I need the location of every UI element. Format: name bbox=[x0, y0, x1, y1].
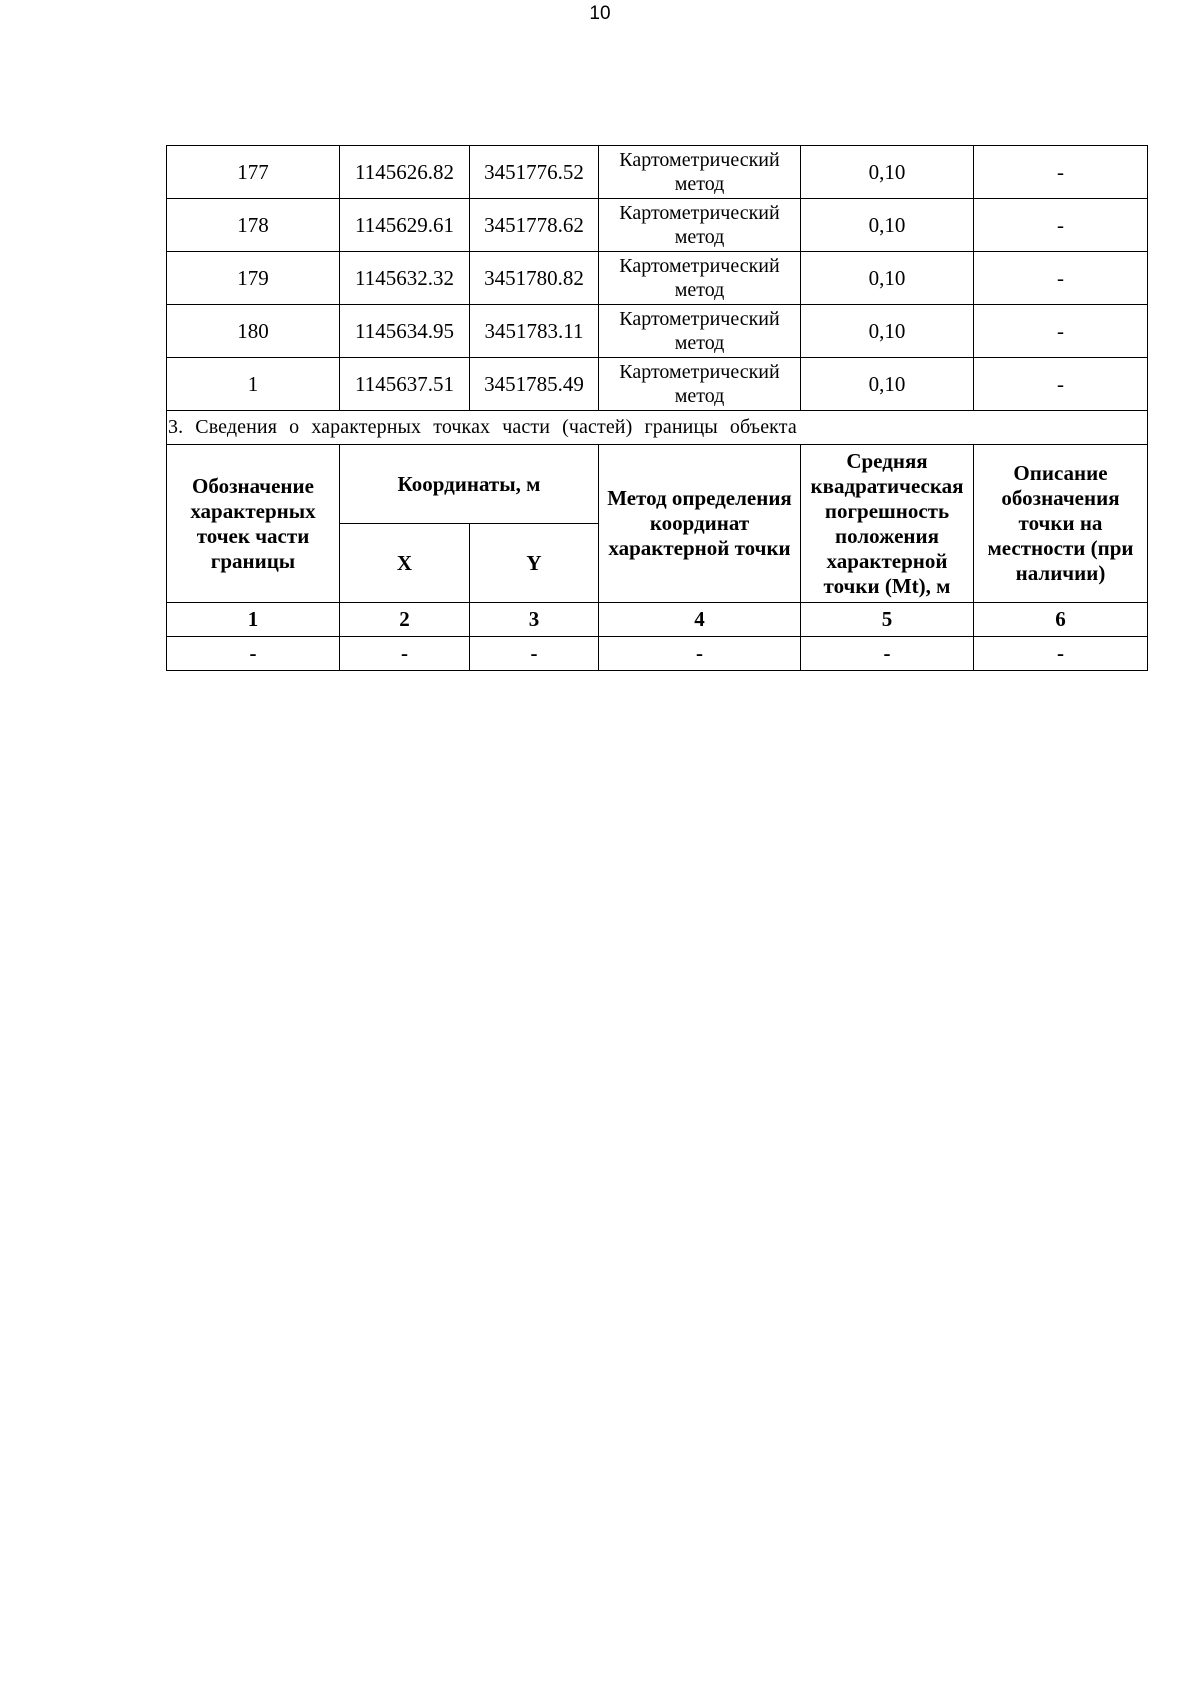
column-number: 1 bbox=[167, 603, 340, 637]
x-cell: 1145637.51 bbox=[340, 358, 470, 411]
point-cell: 178 bbox=[167, 199, 340, 252]
table-row bbox=[167, 637, 1148, 671]
header-error: Средняя квадратическая погрешность положения характерной точки (Mt), м bbox=[801, 445, 974, 603]
description-cell: - bbox=[974, 358, 1148, 411]
header-description: Описание обозначения точки на местности (при наличии) bbox=[974, 445, 1148, 603]
description-cell: - bbox=[974, 305, 1148, 358]
x-cell: 1145632.32 bbox=[340, 252, 470, 305]
table-row bbox=[167, 146, 1148, 199]
x-cell: 1145626.82 bbox=[340, 146, 470, 199]
table-row bbox=[167, 199, 1148, 252]
description-cell: - bbox=[974, 252, 1148, 305]
method-cell: Картометрический метод bbox=[599, 358, 801, 411]
header-designation: Обозначение характерных точек части границы bbox=[167, 445, 340, 603]
column-number: 5 bbox=[801, 603, 974, 637]
x-cell: 1145629.61 bbox=[340, 199, 470, 252]
empty-cell: - bbox=[801, 637, 974, 671]
error-cell: 0,10 bbox=[801, 305, 974, 358]
method-cell: Картометрический метод bbox=[599, 199, 801, 252]
section-title: 3. Сведения о характерных точках части (частей) границы объекта bbox=[167, 411, 1148, 445]
point-cell: 177 bbox=[167, 146, 340, 199]
y-cell: 3451785.49 bbox=[470, 358, 599, 411]
y-cell: 3451783.11 bbox=[470, 305, 599, 358]
x-cell: 1145634.95 bbox=[340, 305, 470, 358]
column-number-row bbox=[167, 603, 1148, 637]
header-method: Метод определения координат характерной точки bbox=[599, 445, 801, 603]
method-cell: Картометрический метод bbox=[599, 305, 801, 358]
error-cell: 0,10 bbox=[801, 358, 974, 411]
y-cell: 3451778.62 bbox=[470, 199, 599, 252]
table-row bbox=[167, 358, 1148, 411]
error-cell: 0,10 bbox=[801, 146, 974, 199]
y-cell: 3451780.82 bbox=[470, 252, 599, 305]
empty-cell: - bbox=[167, 637, 340, 671]
table-row bbox=[167, 252, 1148, 305]
y-cell: 3451776.52 bbox=[470, 146, 599, 199]
header-y: Y bbox=[470, 524, 599, 603]
table-row bbox=[167, 305, 1148, 358]
point-cell: 179 bbox=[167, 252, 340, 305]
column-number: 3 bbox=[470, 603, 599, 637]
empty-cell: - bbox=[470, 637, 599, 671]
method-cell: Картометрический метод bbox=[599, 252, 801, 305]
page-number: 10 bbox=[589, 3, 611, 24]
empty-cell: - bbox=[599, 637, 801, 671]
description-cell: - bbox=[974, 146, 1148, 199]
column-number: 2 bbox=[340, 603, 470, 637]
column-number: 6 bbox=[974, 603, 1148, 637]
empty-cell: - bbox=[974, 637, 1148, 671]
header-coordinates: Координаты, м bbox=[340, 445, 599, 524]
error-cell: 0,10 bbox=[801, 199, 974, 252]
column-number: 4 bbox=[599, 603, 801, 637]
point-cell: 1 bbox=[167, 358, 340, 411]
method-cell: Картометрический метод bbox=[599, 146, 801, 199]
header-x: X bbox=[340, 524, 470, 603]
coordinates-table bbox=[166, 145, 1148, 671]
empty-cell: - bbox=[340, 637, 470, 671]
error-cell: 0,10 bbox=[801, 252, 974, 305]
description-cell: - bbox=[974, 199, 1148, 252]
point-cell: 180 bbox=[167, 305, 340, 358]
section-heading-row bbox=[167, 411, 1148, 445]
table-header-row bbox=[167, 445, 1148, 524]
